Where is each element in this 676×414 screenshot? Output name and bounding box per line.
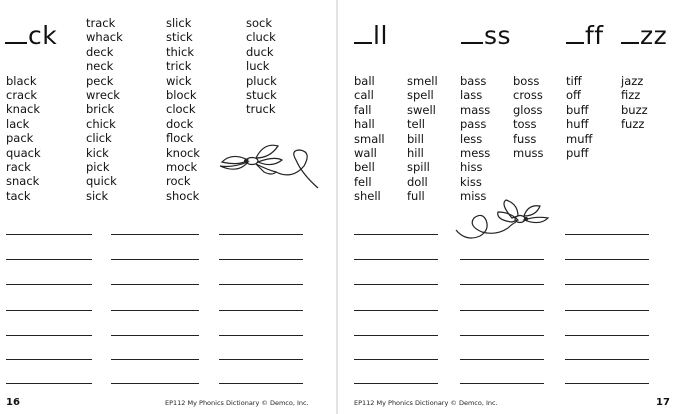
word-item: click (86, 131, 112, 146)
word-item: smell (407, 74, 438, 88)
dragonfly-illustration (212, 140, 324, 192)
word-item: less (460, 131, 483, 146)
writing-line[interactable] (219, 335, 303, 336)
word-item: whack (86, 30, 123, 45)
word-item: trick (166, 59, 192, 74)
writing-line[interactable] (460, 284, 544, 285)
word-item: tiff (566, 74, 582, 88)
word-item: tack (6, 188, 31, 203)
word-item: mass (460, 102, 491, 117)
word-item: puff (566, 145, 589, 160)
word-item: sick (86, 188, 109, 203)
word-item: toss (513, 117, 537, 132)
word-item: bass (460, 74, 487, 88)
writing-line[interactable] (460, 259, 544, 260)
writing-line[interactable] (111, 359, 199, 360)
writing-line[interactable] (460, 310, 544, 311)
writing-line[interactable] (354, 284, 438, 285)
word-item: doll (407, 174, 428, 189)
writing-line[interactable] (565, 310, 649, 311)
word-item: hill (407, 145, 424, 160)
word-item: huff (566, 117, 589, 132)
word-item: muss (513, 145, 544, 160)
word-column (407, 74, 438, 204)
heading-suffix: ff (585, 21, 604, 50)
word-item: jazz (621, 74, 644, 88)
word-item: pass (460, 117, 487, 132)
word-item: off (566, 88, 581, 103)
word-item: boss (513, 74, 540, 88)
page-fold (336, 0, 338, 414)
heading-ff (566, 20, 604, 50)
writing-line[interactable] (354, 359, 438, 360)
word-item (6, 16, 41, 30)
word-item: gloss (513, 102, 543, 117)
word-item: swell (407, 102, 436, 117)
word-item: fell (354, 174, 372, 189)
word-item: shell (354, 189, 381, 204)
word-item: tell (407, 117, 425, 132)
word-item: ball (354, 74, 375, 88)
writing-line[interactable] (6, 359, 92, 360)
writing-line[interactable] (565, 359, 649, 360)
writing-line[interactable] (219, 284, 303, 285)
word-item: clock (166, 102, 196, 117)
word-item: flock (166, 131, 194, 146)
word-item (6, 30, 41, 44)
word-item: hall (354, 117, 375, 132)
heading-suffix: zz (640, 21, 668, 50)
word-item: spill (407, 160, 430, 175)
writing-line[interactable] (111, 259, 199, 260)
word-item: lack (6, 116, 30, 131)
writing-line[interactable] (6, 234, 92, 235)
word-column (246, 16, 277, 117)
word-item: fizz (621, 88, 641, 103)
word-item (6, 45, 41, 59)
word-item: pluck (246, 73, 277, 88)
writing-line[interactable] (219, 259, 303, 260)
writing-line[interactable] (460, 383, 544, 384)
word-item: thick (166, 44, 194, 59)
word-item: crack (6, 87, 38, 102)
heading-suffix: ll (373, 21, 388, 50)
word-item: track (86, 16, 116, 30)
word-item: black (6, 73, 37, 88)
writing-line[interactable] (6, 383, 92, 384)
word-item: chick (86, 116, 116, 131)
word-item: kick (86, 145, 109, 160)
dragonfly-illustration (452, 196, 560, 246)
word-item: bill (407, 131, 424, 146)
word-item: miss (460, 189, 487, 204)
word-item: knock (166, 145, 200, 160)
word-column (166, 16, 200, 203)
word-item: deck (86, 44, 114, 59)
word-item (6, 59, 41, 73)
writing-line[interactable] (111, 284, 199, 285)
heading-suffix: ss (484, 21, 512, 50)
writing-line[interactable] (111, 310, 199, 311)
word-item: stuck (246, 87, 277, 102)
writing-line[interactable] (219, 234, 303, 235)
word-item: mock (166, 159, 198, 174)
page-number: 17 (656, 397, 670, 408)
word-item: dock (166, 116, 194, 131)
word-item: fuss (513, 131, 537, 146)
footer-copyright: EP112 My Phonics Dictionary © Demco, Inc. (354, 399, 498, 407)
word-item: pick (86, 159, 110, 174)
word-item: quack (6, 145, 41, 160)
writing-line[interactable] (354, 335, 438, 336)
word-column (460, 74, 490, 204)
left-page (0, 0, 335, 414)
word-item: pack (6, 131, 34, 146)
blank-line (354, 20, 372, 44)
word-item: block (166, 87, 197, 102)
word-item: fall (354, 102, 372, 117)
writing-line[interactable] (565, 383, 649, 384)
footer-copyright: EP112 My Phonics Dictionary © Demco, Inc. (165, 399, 309, 407)
heading-ll (354, 20, 388, 50)
word-item: snack (6, 174, 40, 189)
word-item: rack (6, 159, 31, 174)
word-column (354, 74, 385, 204)
word-item: wick (166, 73, 192, 88)
word-item: neck (86, 59, 114, 74)
word-item: rock (166, 174, 191, 189)
word-item: kiss (460, 174, 482, 189)
heading-zz (621, 20, 667, 50)
writing-line[interactable] (354, 259, 438, 260)
word-item: mess (460, 145, 491, 160)
writing-line[interactable] (6, 284, 92, 285)
word-item: bell (354, 160, 375, 175)
word-item: stick (166, 30, 193, 45)
word-item: shock (166, 188, 200, 203)
word-item: buzz (621, 102, 648, 117)
writing-line[interactable] (565, 284, 649, 285)
writing-line[interactable] (111, 234, 199, 235)
writing-line[interactable] (6, 259, 92, 260)
writing-line[interactable] (460, 359, 544, 360)
word-item: muff (566, 131, 593, 146)
word-item: cross (513, 88, 543, 103)
writing-line[interactable] (565, 335, 649, 336)
writing-line[interactable] (219, 383, 303, 384)
word-item: luck (246, 59, 270, 74)
word-column (566, 74, 592, 160)
blank-line (566, 20, 584, 44)
word-column (513, 74, 543, 160)
word-item: slick (166, 16, 192, 30)
word-item: wreck (86, 87, 120, 102)
writing-line[interactable] (354, 310, 438, 311)
heading-suffix: ck (28, 21, 58, 50)
word-item: quick (86, 174, 117, 189)
writing-line[interactable] (219, 310, 303, 311)
writing-line[interactable] (6, 310, 92, 311)
word-item: peck (86, 73, 114, 88)
writing-line[interactable] (565, 259, 649, 260)
writing-line[interactable] (354, 234, 438, 235)
right-page (340, 0, 676, 414)
writing-line[interactable] (219, 359, 303, 360)
heading-ss (461, 20, 511, 50)
blank-line (621, 20, 639, 44)
word-item: brick (86, 102, 115, 117)
word-item: buff (566, 102, 589, 117)
writing-line[interactable] (460, 335, 544, 336)
word-item: truck (246, 102, 276, 117)
word-item: spell (407, 88, 434, 103)
word-column (86, 16, 123, 203)
word-item: sock (246, 16, 273, 30)
writing-line[interactable] (565, 234, 649, 235)
writing-line[interactable] (6, 335, 92, 336)
word-item: wall (354, 145, 377, 160)
writing-line[interactable] (111, 383, 199, 384)
word-item: full (407, 189, 425, 204)
word-item: duck (246, 44, 274, 59)
word-item: knack (6, 102, 40, 117)
word-item: cluck (246, 30, 276, 45)
word-item: hiss (460, 160, 483, 175)
word-item: call (354, 88, 374, 103)
word-column (6, 16, 41, 203)
word-column (621, 74, 648, 132)
word-item: fuzz (621, 117, 645, 132)
word-item: lass (460, 88, 483, 103)
word-item: small (354, 131, 385, 146)
writing-line[interactable] (111, 335, 199, 336)
page-number: 16 (6, 397, 20, 408)
blank-line (461, 20, 483, 44)
writing-line[interactable] (354, 383, 438, 384)
